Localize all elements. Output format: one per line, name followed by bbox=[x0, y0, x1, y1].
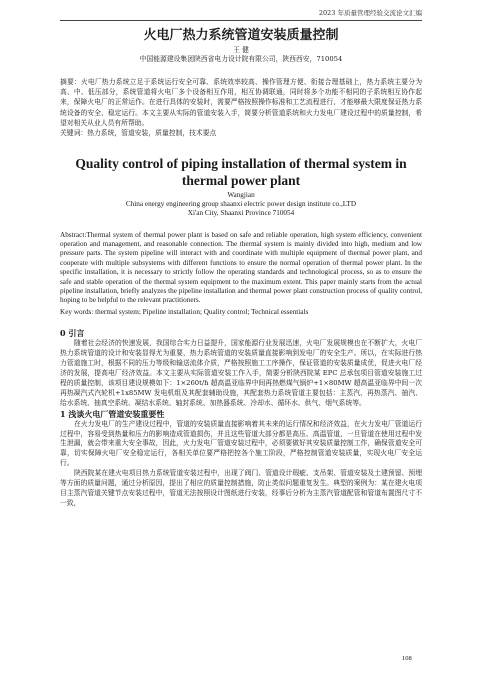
section-heading-intro: 0 引言 bbox=[60, 328, 85, 339]
en-abstract-text: Thermal system of thermal power plant is based on safe and reliable operation, high system efficiency, convenient operation and management, and reasonable connection. The thermal system is mainly divided into high, medium and low pressure parts. The system pipeline will interact with and coordinate with multiple equipment of thermal power plant, and cooperate with multiple subsystems with different functions to ensure the normal operation of thermal power plant. In the specific installation, it is necessary to strictly follow the operating standards and technological process, so as to ensure the safe and stable operation of the thermal system equipment to the maximum extent. This paper mainly starts from the actual pipeline installation, briefly analyzes the pipeline installation and thermal power plant construction process of quality control, hoping to be helpful to the relevant practitioners. bbox=[60, 230, 422, 305]
cn-abstract-text: 火电厂热力系统立足于系统运行安全可靠、系统效率较高、操作管理方便、衔接合理基础上，热力系统主要分为高、中、低压部分，系统管道将火电厂多个设备相互作用，相互协调联通，同时将多个功能不相同的子系统相互协作起来，保障火电厂的正常运作。在进行具体的安装时，需要严格按照操作标准和工艺流程进行，才能够最大限度保证热力系统设备的安全、稳定运行。本文主要从实际的管道安装入手，简要分析管道系统和火力发电厂建设过程中的质量控制，希望对相关从业人员有所帮助。 bbox=[60, 78, 423, 127]
cn-abstract-label: 摘要： bbox=[60, 78, 81, 86]
en-abstract bbox=[60, 231, 422, 306]
intro-paragraph: 随着社会经济的快速发展，我国综合实力日益提升，国家能源行业发展迅速，火电厂发展规模也在不断扩大，火电厂热力系统管道的设计和安装显得尤为重要，热力系统管道的安装质量直接影响到发电厂的安全生产。所以，在实际进行热力管道施工时，根据不同的压力等级和输送流体介质，严格按照施工工序操作，保证管道的安装质量成优，促进火电厂经济的发展，提高电厂经济效益。本文主要从实际管道安装工作入手，简要分析陕西院某 EPC 总承包项目管道安装施工过程的质量控制，该项目建设规模如下：1×260t/h 超高温亚临界中间再热燃煤气锅炉+1×80MW 超高温亚临界中间一次再热凝汽式汽轮机+1x85MW 发电机组及其配套辅助设施，其配套热力系统管道主要包括：主蒸汽、再热蒸汽、抽汽、给水系统、抽真空系统、凝结水系统、轴封系统、加热器系统、冷却水、循环水、供气、烟气系统等。 bbox=[60, 339, 422, 407]
article-body bbox=[60, 28, 422, 509]
en-affiliation-line-1: China energy engineering group shaanxi electric power design institute co.,LTD bbox=[125, 200, 357, 209]
cn-abstract bbox=[60, 77, 422, 128]
en-keywords-label: Key words: bbox=[60, 307, 94, 316]
section1-paragraph-1: 在火力发电厂的生产建设过程中，管道的安装质量直接影响着其未来的运行情况和经济效益，在火力发电厂管道运行过程中，容易受到热量和压力的影响造成管道损伤，并且这些管道大部分都是高压、高温管道，一旦管道在使用过程中发生泄漏，就会带来重大安全事故，因此，火力发电厂管道安装过程中，必须要做好其安装质量控制工作，确保管道安全可靠，切实保障火电厂安全稳定运行，各相关单位要严格把控各个施工阶段，严格控制管道安装质量，实现火电厂安全运行。 bbox=[60, 419, 422, 468]
section-heading-1: 1 浅谈火电厂管道安装重要性 bbox=[60, 408, 165, 419]
cn-affiliation: 中国能源建设集团陕西省电力设计院有限公司，陕西西安，710054 bbox=[139, 55, 343, 63]
en-keywords bbox=[60, 308, 422, 317]
en-author: Wangjian bbox=[227, 191, 255, 200]
cn-keywords-text: 热力系统，管道安装，质量控制，技术要点 bbox=[87, 129, 217, 138]
cn-keywords bbox=[60, 128, 422, 138]
cn-keywords-label: 关键词： bbox=[60, 129, 88, 138]
header-rule bbox=[60, 20, 422, 21]
running-header: 2023 年质量管理经验交流论文汇编 bbox=[318, 9, 422, 17]
en-affiliation-line-2: Xi'an City, Shaanxi Province 710054 bbox=[187, 209, 295, 218]
cn-title: 火电厂热力系统管道安装质量控制 bbox=[143, 28, 339, 43]
section1-paragraph-2: 陕西院某在建火电项目热力系统管道安装过程中，出现了阀门、管道设计瑕疵、支吊架、管道安装及土建预留、预埋等方面的质量问题，通过分析原因，提出了相应的质量控制措施，防止类似问题重复发生。典型的案例为：某在建火电项目主蒸汽管道关键节点安装过程中，管道无法按照设计图纸进行安装，经事后分析为主蒸汽管道配管和管道布置图尺寸不一致， bbox=[60, 469, 422, 507]
en-title: Quality control of piping installation of thermal system in thermal power plant bbox=[75, 156, 407, 188]
en-abstract-label: Abstract: bbox=[60, 230, 87, 239]
en-keywords-text: thermal system; Pipeline installation; Quality control; Technical essentials bbox=[95, 307, 309, 316]
page-number: 108 bbox=[402, 655, 412, 662]
cn-author: 王 健 bbox=[233, 46, 249, 54]
